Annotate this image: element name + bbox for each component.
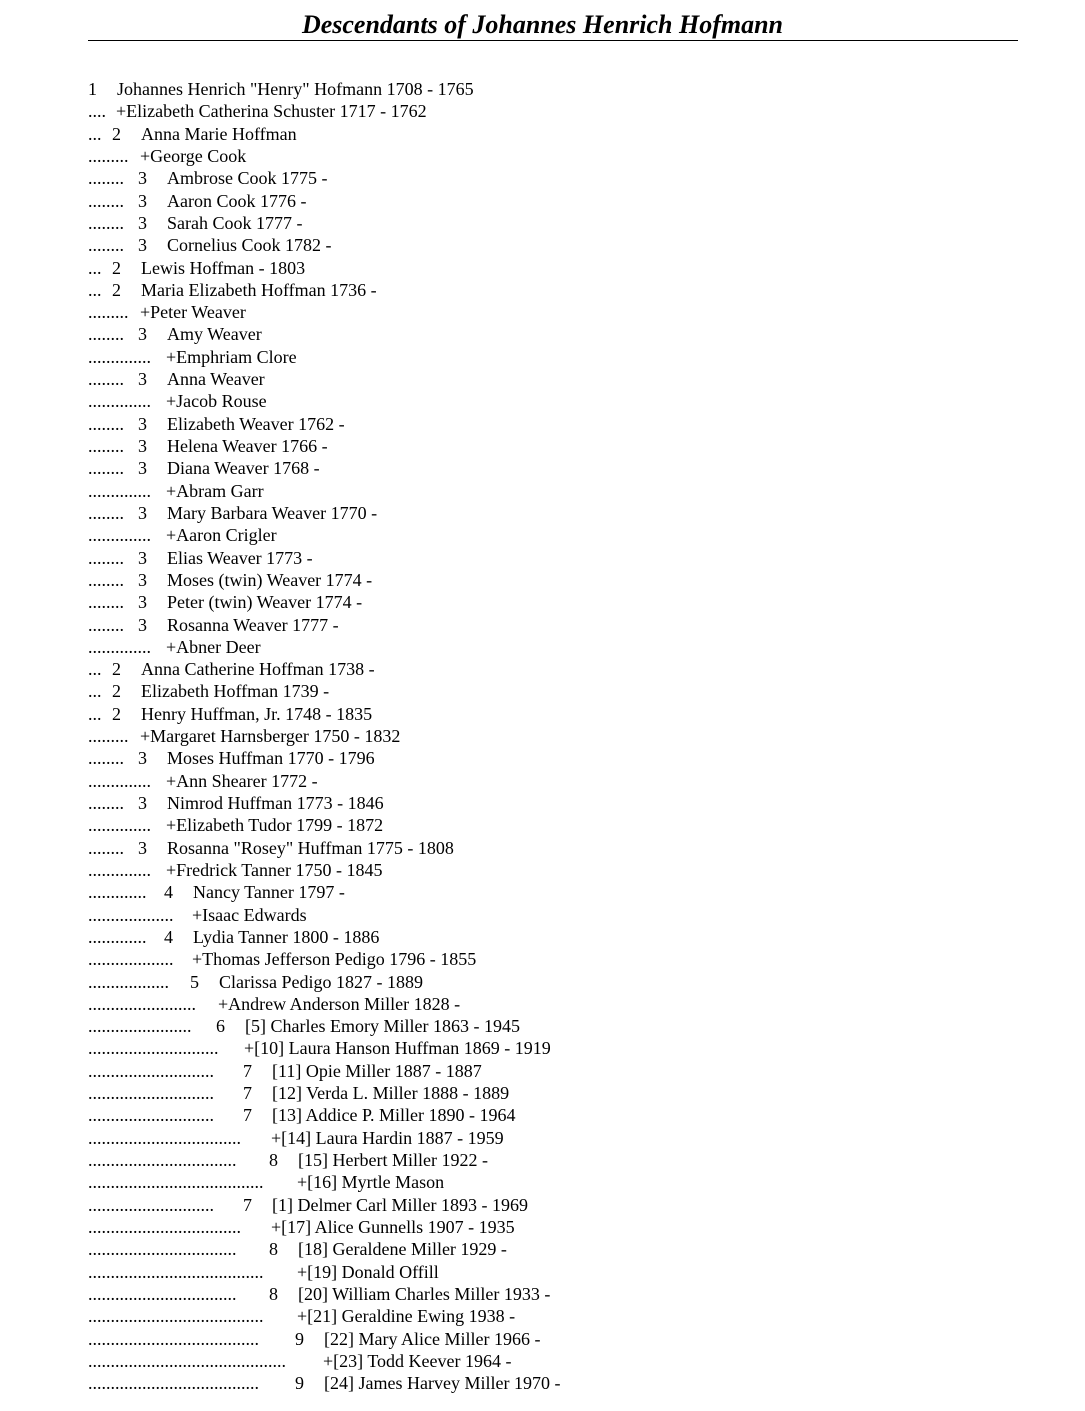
person-name: Elizabeth Hoffman 1739 - <box>141 681 330 702</box>
descendant-entry <box>88 1149 1048 1171</box>
spouse-entry <box>88 1037 1048 1059</box>
generation-number: 3 <box>138 614 147 635</box>
spouse-entry <box>88 725 1048 747</box>
indent-dots: .................. <box>88 971 169 992</box>
spouse-name: +Elizabeth Catherina Schuster 1717 - 1762 <box>116 101 427 122</box>
generation-number: 3 <box>138 413 147 434</box>
generation-number: 6 <box>216 1016 225 1037</box>
indent-dots: ........ <box>88 369 124 390</box>
descendant-entry <box>88 1328 1048 1350</box>
generation-number: 3 <box>138 793 147 813</box>
descendant-entry <box>88 1104 1048 1126</box>
spouse-entry <box>88 145 1048 167</box>
indent-dots: ........ <box>88 168 124 189</box>
descendant-entry <box>88 212 1048 234</box>
generation-number: 3 <box>138 748 147 769</box>
indent-dots: ........ <box>88 614 124 635</box>
person-name: [20] William Charles Miller 1933 - <box>298 1283 551 1304</box>
generation-number: 3 <box>138 324 147 345</box>
descendant-entry <box>88 1283 1048 1305</box>
descendant-entry <box>88 614 1048 636</box>
spouse-name: +Margaret Harnsberger 1750 - 1832 <box>140 726 401 747</box>
generation-number: 4 <box>164 882 173 903</box>
indent-dots: ........ <box>88 458 124 479</box>
indent-dots: ... <box>88 279 102 300</box>
generation-number: 1 <box>88 79 97 99</box>
person-name: Helena Weaver 1766 - <box>167 436 328 456</box>
indent-dots: ........ <box>88 837 124 858</box>
indent-dots: ............. <box>88 926 147 947</box>
generation-number: 8 <box>269 1239 278 1260</box>
generation-number: 2 <box>112 123 121 144</box>
person-name: Sarah Cook 1777 - <box>167 212 303 233</box>
person-name: [22] Mary Alice Miller 1966 - <box>324 1328 541 1349</box>
generation-number: 3 <box>138 569 147 590</box>
indent-dots: ............. <box>88 882 147 903</box>
indent-dots: ........ <box>88 235 124 256</box>
generation-number: 3 <box>138 837 147 858</box>
generation-number: 3 <box>138 190 147 211</box>
indent-dots: ...................................... <box>88 1373 259 1394</box>
indent-dots: ................................. <box>88 1283 237 1304</box>
person-name: [18] Geraldene Miller 1929 - <box>298 1239 507 1260</box>
indent-dots: ....................................... <box>88 1172 264 1193</box>
indent-dots: ........ <box>88 569 124 590</box>
generation-number: 3 <box>138 212 147 233</box>
generation-number: 4 <box>164 926 173 947</box>
spouse-entry <box>88 524 1048 546</box>
indent-dots: .............. <box>88 525 151 546</box>
spouse-entry <box>88 390 1048 412</box>
person-name: Peter (twin) Weaver 1774 - <box>167 592 363 613</box>
indent-dots: .................................. <box>88 1216 241 1237</box>
spouse-name: +Andrew Anderson Miller 1828 - <box>218 993 461 1014</box>
spouse-name: +[19] Donald Offill <box>297 1261 439 1282</box>
descendant-entry <box>88 926 1048 948</box>
indent-dots: ................................. <box>88 1239 237 1260</box>
indent-dots: .... <box>88 101 106 122</box>
person-name: Mary Barbara Weaver 1770 - <box>167 502 378 523</box>
descendant-entry <box>88 658 1048 680</box>
spouse-name: +[21] Geraldine Ewing 1938 - <box>297 1306 516 1327</box>
indent-dots: ......... <box>88 302 129 323</box>
spouse-entry <box>88 346 1048 368</box>
generation-number: 2 <box>112 659 121 680</box>
page-title: Descendants of Johannes Henrich Hofmann <box>301 10 784 39</box>
indent-dots: .............. <box>88 770 151 791</box>
descendant-entry <box>88 457 1048 479</box>
person-name: Rosanna Weaver 1777 - <box>167 614 339 635</box>
descendant-entry <box>88 680 1048 702</box>
indent-dots: ............................ <box>88 1060 214 1081</box>
descendant-entry <box>88 881 1048 903</box>
person-name: Moses (twin) Weaver 1774 - <box>167 569 373 590</box>
descendant-entry <box>88 747 1048 769</box>
indent-dots: ............................ <box>88 1105 214 1126</box>
descendant-entry <box>88 547 1048 569</box>
indent-dots: ........ <box>88 413 124 434</box>
descendant-entry <box>88 123 1048 145</box>
person-name: [12] Verda L. Miller 1888 - 1889 <box>272 1083 510 1104</box>
descendant-list <box>88 78 1048 1394</box>
spouse-entry <box>88 904 1048 926</box>
person-name: Henry Huffman, Jr. 1748 - 1835 <box>141 703 373 724</box>
indent-dots: ........ <box>88 190 124 211</box>
descendant-entry <box>88 1082 1048 1104</box>
spouse-name: +Fredrick Tanner 1750 - 1845 <box>166 859 383 880</box>
spouse-entry <box>88 1305 1048 1327</box>
generation-number: 7 <box>243 1060 252 1081</box>
generation-number: 8 <box>269 1283 278 1304</box>
indent-dots: .............. <box>88 636 151 657</box>
person-name: Anna Catherine Hoffman 1738 - <box>141 659 375 680</box>
generation-number: 7 <box>243 1194 252 1215</box>
person-name: Amy Weaver <box>167 324 262 345</box>
spouse-name: +Elizabeth Tudor 1799 - 1872 <box>166 815 384 836</box>
person-name: [11] Opie Miller 1887 - 1887 <box>272 1060 482 1081</box>
indent-dots: ........ <box>88 502 124 523</box>
person-name: Moses Huffman 1770 - 1796 <box>167 748 375 769</box>
generation-number: 2 <box>112 279 121 300</box>
person-name: [24] James Harvey Miller 1970 - <box>324 1373 561 1394</box>
descendant-entry <box>88 1060 1048 1082</box>
generation-number: 3 <box>138 458 147 479</box>
descendant-entry <box>88 78 1048 100</box>
person-name: Diana Weaver 1768 - <box>167 458 320 479</box>
person-name: Maria Elizabeth Hoffman 1736 - <box>141 279 377 300</box>
generation-number: 3 <box>138 168 147 189</box>
spouse-entry <box>88 301 1048 323</box>
spouse-entry <box>88 814 1048 836</box>
indent-dots: ....................................... <box>88 1306 264 1327</box>
spouse-entry <box>88 1127 1048 1149</box>
descendant-entry <box>88 279 1048 301</box>
indent-dots: ........ <box>88 547 124 568</box>
descendant-entry <box>88 167 1048 189</box>
person-name: Nimrod Huffman 1773 - 1846 <box>167 793 384 813</box>
indent-dots: ............................ <box>88 1083 214 1104</box>
generation-number: 9 <box>295 1328 304 1349</box>
generation-number: 2 <box>112 257 121 278</box>
person-name: [15] Herbert Miller 1922 - <box>298 1150 488 1170</box>
indent-dots: ... <box>88 123 102 144</box>
indent-dots: .............. <box>88 859 151 880</box>
spouse-name: +[10] Laura Hanson Huffman 1869 - 1919 <box>244 1038 551 1059</box>
person-name: Rosanna "Rosey" Huffman 1775 - 1808 <box>167 837 454 858</box>
generation-number: 2 <box>112 703 121 724</box>
descendant-entry <box>88 1238 1048 1260</box>
spouse-entry <box>88 993 1048 1015</box>
person-name: Elias Weaver 1773 - <box>167 547 313 568</box>
descendant-entry <box>88 190 1048 212</box>
spouse-name: +Ann Shearer 1772 - <box>166 770 318 791</box>
descendant-entry <box>88 837 1048 859</box>
generation-number: 3 <box>138 592 147 613</box>
descendant-entry <box>88 502 1048 524</box>
indent-dots: ............................ <box>88 1194 214 1215</box>
person-name: Anna Weaver <box>167 369 265 390</box>
descendant-entry <box>88 323 1048 345</box>
indent-dots: .............. <box>88 815 151 836</box>
spouse-name: +[16] Myrtle Mason <box>297 1172 445 1193</box>
indent-dots: .............. <box>88 480 151 501</box>
spouse-name: +Peter Weaver <box>140 302 246 323</box>
indent-dots: ........ <box>88 793 124 813</box>
generation-number: 7 <box>243 1083 252 1104</box>
spouse-entry <box>88 100 1048 122</box>
descendant-entry <box>88 1015 1048 1037</box>
descendant-entry <box>88 257 1048 279</box>
spouse-name: +Jacob Rouse <box>166 391 267 412</box>
person-name: Lydia Tanner 1800 - 1886 <box>193 926 380 947</box>
indent-dots: ... <box>88 659 102 680</box>
spouse-entry <box>88 770 1048 792</box>
indent-dots: ....................... <box>88 1016 192 1037</box>
person-name: Elizabeth Weaver 1762 - <box>167 413 345 434</box>
person-name: [5] Charles Emory Miller 1863 - 1945 <box>245 1016 520 1037</box>
descendant-entry <box>88 569 1048 591</box>
indent-dots: ........ <box>88 748 124 769</box>
descendant-entry <box>88 234 1048 256</box>
indent-dots: ................... <box>88 904 174 925</box>
descendant-entry <box>88 1194 1048 1216</box>
person-name: Johannes Henrich "Henry" Hofmann 1708 - 1765 <box>117 79 474 99</box>
indent-dots: ................................. <box>88 1150 237 1170</box>
person-name: Nancy Tanner 1797 - <box>193 882 345 903</box>
person-name: Ambrose Cook 1775 - <box>167 168 328 189</box>
generation-number: 3 <box>138 235 147 256</box>
spouse-entry <box>88 636 1048 658</box>
indent-dots: ........ <box>88 212 124 233</box>
indent-dots: ............................................ <box>88 1350 286 1371</box>
generation-number: 7 <box>243 1105 252 1126</box>
indent-dots: .............. <box>88 391 151 412</box>
spouse-entry <box>88 1171 1048 1193</box>
indent-dots: .................................. <box>88 1127 241 1148</box>
descendant-entry <box>88 368 1048 390</box>
indent-dots: ................... <box>88 949 174 970</box>
generation-number: 8 <box>269 1150 278 1170</box>
indent-dots: ........ <box>88 592 124 613</box>
indent-dots: ........ <box>88 436 124 456</box>
person-name: Cornelius Cook 1782 - <box>167 235 332 256</box>
generation-number: 2 <box>112 681 121 702</box>
descendant-entry <box>88 591 1048 613</box>
descendant-entry <box>88 1372 1048 1394</box>
indent-dots: ...................................... <box>88 1328 259 1349</box>
indent-dots: ............................. <box>88 1038 219 1059</box>
spouse-name: +Emphriam Clore <box>166 346 297 367</box>
spouse-entry <box>88 1216 1048 1238</box>
generation-number: 3 <box>138 502 147 523</box>
generation-number: 9 <box>295 1373 304 1394</box>
spouse-entry <box>88 1261 1048 1283</box>
generation-number: 3 <box>138 436 147 456</box>
person-name: [1] Delmer Carl Miller 1893 - 1969 <box>272 1194 528 1215</box>
spouse-name: +George Cook <box>140 145 247 166</box>
indent-dots: ......... <box>88 145 129 166</box>
spouse-name: +[14] Laura Hardin 1887 - 1959 <box>271 1127 504 1148</box>
spouse-name: +[23] Todd Keever 1964 - <box>323 1350 512 1371</box>
spouse-entry <box>88 1350 1048 1372</box>
descendant-entry <box>88 971 1048 993</box>
person-name: Clarissa Pedigo 1827 - 1889 <box>219 971 423 992</box>
indent-dots: ... <box>88 681 102 702</box>
spouse-entry <box>88 480 1048 502</box>
descendant-entry <box>88 792 1048 814</box>
indent-dots: ......... <box>88 726 129 747</box>
indent-dots: ... <box>88 257 102 278</box>
person-name: Aaron Cook 1776 - <box>167 190 307 211</box>
spouse-name: +[17] Alice Gunnells 1907 - 1935 <box>271 1216 515 1237</box>
spouse-name: +Abram Garr <box>166 480 264 501</box>
indent-dots: ....................................... <box>88 1261 264 1282</box>
indent-dots: ........................ <box>88 993 196 1014</box>
spouse-name: +Abner Deer <box>166 636 261 657</box>
descendant-entry <box>88 703 1048 725</box>
indent-dots: .............. <box>88 346 151 367</box>
person-name: [13] Addice P. Miller 1890 - 1964 <box>272 1105 516 1126</box>
person-name: Lewis Hoffman - 1803 <box>141 257 306 278</box>
generation-number: 3 <box>138 369 147 390</box>
spouse-name: +Aaron Crigler <box>166 525 277 546</box>
descendant-entry <box>88 435 1048 457</box>
indent-dots: ... <box>88 703 102 724</box>
descendant-entry <box>88 413 1048 435</box>
spouse-entry <box>88 948 1048 970</box>
generation-number: 5 <box>190 971 199 992</box>
person-name: Anna Marie Hoffman <box>141 123 297 144</box>
title-underline <box>88 40 1018 41</box>
indent-dots: ........ <box>88 324 124 345</box>
spouse-name: +Thomas Jefferson Pedigo 1796 - 1855 <box>192 949 477 970</box>
spouse-entry <box>88 859 1048 881</box>
generation-number: 3 <box>138 547 147 568</box>
spouse-name: +Isaac Edwards <box>192 904 307 925</box>
